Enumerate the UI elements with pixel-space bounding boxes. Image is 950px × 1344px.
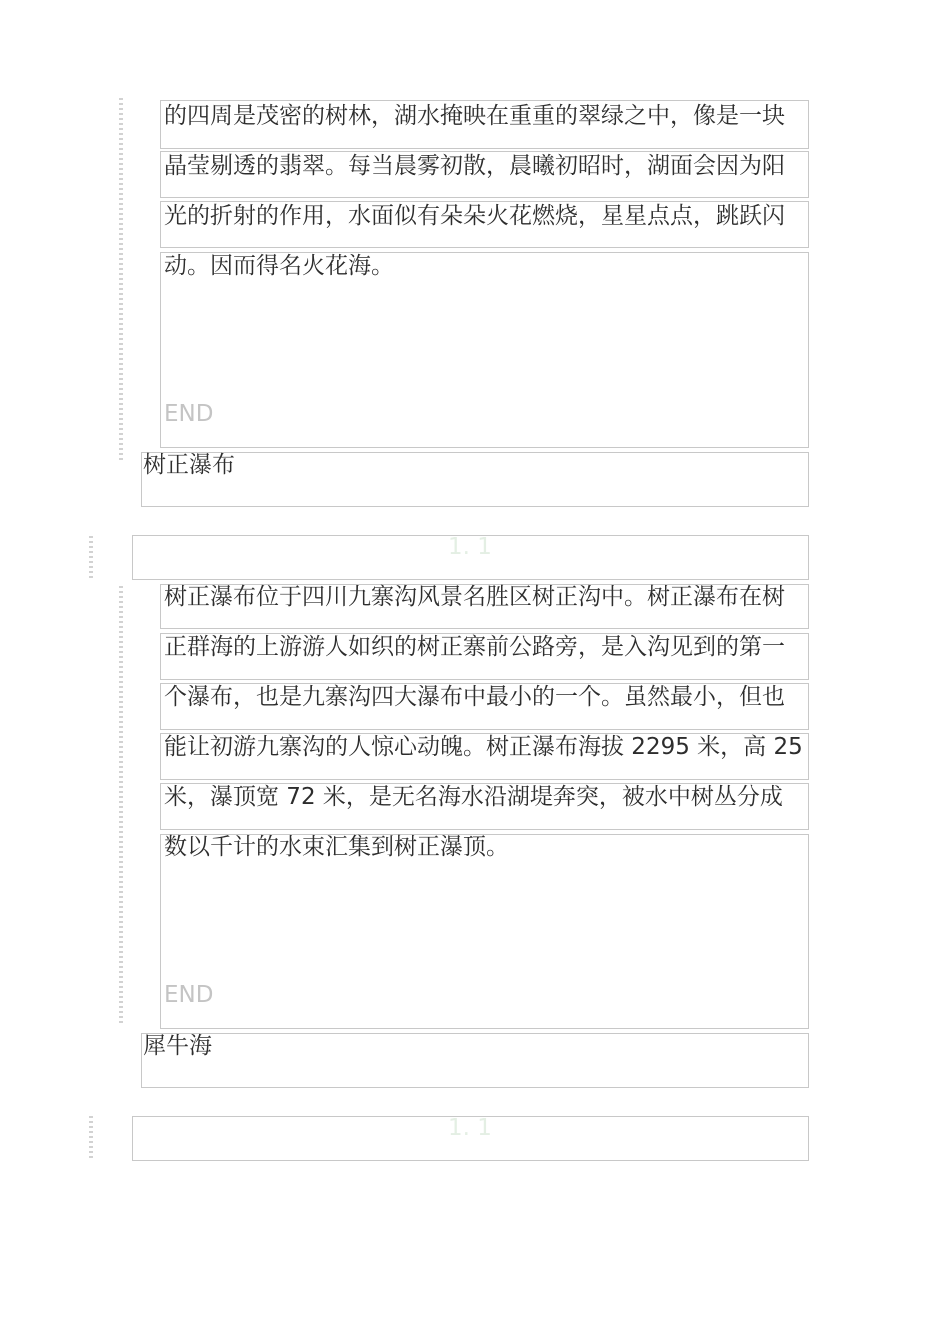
margin-marker bbox=[89, 1116, 93, 1160]
paragraph-line: 的四周是茂密的树林，湖水掩映在重重的翠绿之中，像是一块 bbox=[164, 103, 785, 129]
margin-marker bbox=[119, 586, 123, 1026]
section-number: 1. 1 bbox=[448, 1115, 492, 1141]
section-heading-shuzheng-waterfall: 树正瀑布 bbox=[143, 452, 235, 478]
paragraph-line: 晶莹剔透的翡翠。每当晨雾初散，晨曦初昭时，湖面会因为阳 bbox=[164, 153, 785, 179]
paragraph-line: 正群海的上游游人如织的树正寨前公路旁，是入沟见到的第一 bbox=[164, 634, 785, 660]
margin-marker bbox=[119, 98, 123, 460]
paragraph-line: 树正瀑布位于四川九寨沟风景名胜区树正沟中。树正瀑布在树 bbox=[164, 584, 785, 610]
end-marker: END bbox=[164, 982, 214, 1008]
section-number: 1. 1 bbox=[448, 534, 492, 560]
text-block-box bbox=[160, 834, 809, 1029]
text-block-box bbox=[160, 252, 809, 448]
paragraph-line: 数以千计的水束汇集到树正瀑顶。 bbox=[164, 834, 509, 860]
paragraph-line: 个瀑布，也是九寨沟四大瀑布中最小的一个。虽然最小，但也 bbox=[164, 684, 785, 710]
paragraph-line: 米，瀑顶宽 72 米，是无名海水沿湖堤奔突，被水中树丛分成 bbox=[164, 784, 783, 810]
end-marker: END bbox=[164, 401, 214, 427]
section-heading-xiniuhai: 犀牛海 bbox=[143, 1033, 212, 1059]
paragraph-line: 光的折射的作用，水面似有朵朵火花燃烧，星星点点，跳跃闪 bbox=[164, 203, 785, 229]
paragraph-line: 动。因而得名火花海。 bbox=[164, 253, 394, 279]
paragraph-line: 能让初游九寨沟的人惊心动魄。树正瀑布海拔 2295 米，高 25 bbox=[164, 734, 803, 760]
margin-marker bbox=[89, 536, 93, 580]
heading-box bbox=[141, 1033, 809, 1088]
heading-box bbox=[141, 452, 809, 507]
